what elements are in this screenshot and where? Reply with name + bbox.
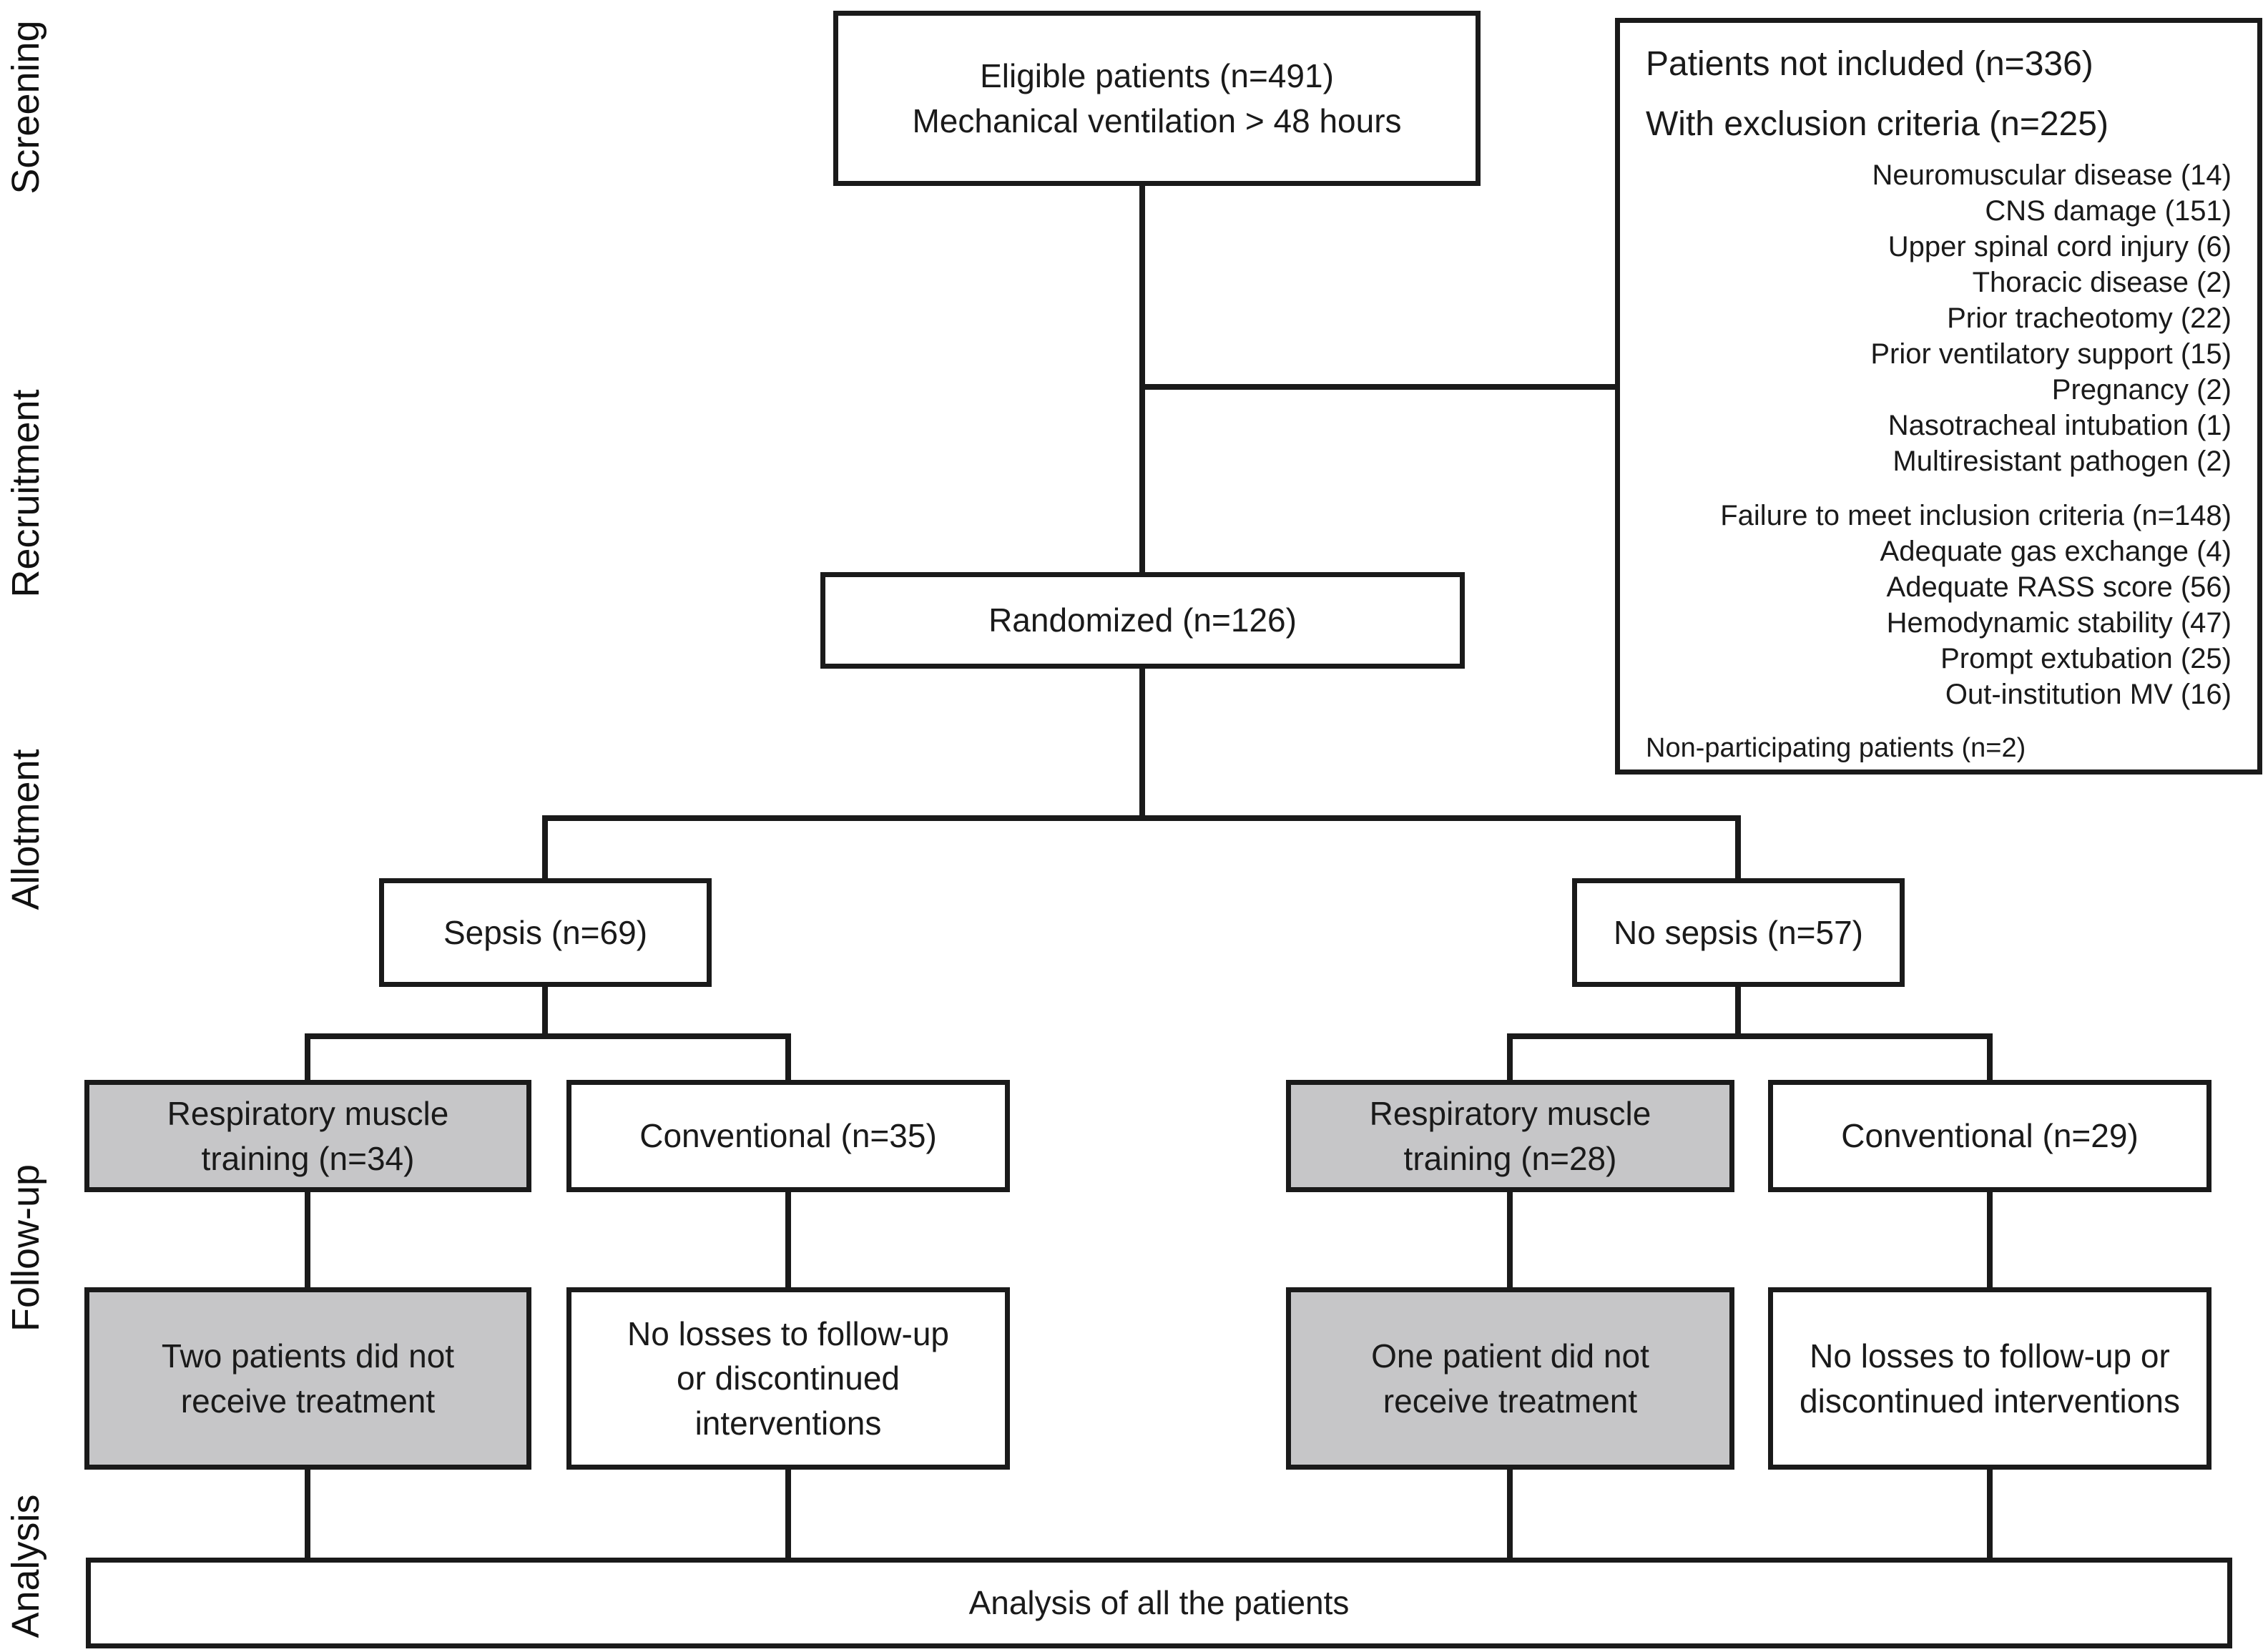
connector-arm1-followup [305,1192,310,1287]
connector-to-conventional-no-sepsis [1987,1033,1993,1080]
connector-sepsis-split [542,987,548,1036]
followup-conventional-no-sepsis-label: No losses to follow-up or discontinued interventions [1800,1337,2180,1420]
connector-randomized-split [1139,669,1145,815]
connector-arm2-followup [785,1192,791,1287]
inclusion-failure-item: Out-institution MV (16) [1945,679,2232,710]
stage-label-analysis: Analysis [4,1494,47,1638]
not-included-title: Patients not included (n=336) [1646,45,2093,83]
connector-to-conventional-sepsis [785,1033,791,1080]
sepsis-label: Sepsis (n=69) [443,913,648,951]
connector-to-rmt-no-sepsis [1507,1033,1513,1080]
inclusion-failure-item: Adequate RASS score (56) [1886,571,2232,603]
randomized-box [820,572,1465,669]
connector-no-sepsis-bar [1507,1033,1993,1039]
followup-rmt-no-sepsis-label: One patient did not receive treatment [1371,1337,1649,1420]
exclusion-criteria-title: With exclusion criteria (n=225) [1646,105,2109,143]
exclusion-criteria-list [1646,157,2232,712]
rmt-sepsis-box [84,1080,531,1192]
stage-label-follow-up: Follow-up [4,1164,47,1332]
connector-no-sepsis-split [1735,987,1741,1036]
connector-followup3-analysis [1507,1470,1513,1558]
connector-arm3-followup [1507,1192,1513,1287]
stage-label-allotment: Allotment [4,749,47,910]
followup-rmt-sepsis-label: Two patients did not receive treatment [161,1337,455,1420]
eligible-patients-box [833,11,1481,186]
conventional-sepsis-box [566,1080,1010,1192]
rmt-no-sepsis-label: Respiratory muscle training (n=28) [1369,1095,1651,1177]
followup-rmt-no-sepsis-box [1286,1287,1734,1470]
connector-followup4-analysis [1987,1470,1993,1558]
connector-eligible-randomized [1139,186,1145,572]
followup-conventional-sepsis-box [566,1287,1010,1470]
exclusion-item: Pregnancy (2) [2051,374,2232,405]
connector-arm4-followup [1987,1192,1993,1287]
exclusion-item: Neuromuscular disease (14) [1872,159,2232,191]
exclusion-item: Prior tracheotomy (22) [1947,303,2232,334]
followup-rmt-sepsis-box [84,1287,531,1470]
connector-allotment-bar [542,815,1741,821]
not-included-box [1615,18,2262,775]
exclusion-item: Upper spinal cord injury (6) [1887,231,2232,262]
no-sepsis-label: No sepsis (n=57) [1614,913,1863,951]
followup-conventional-no-sepsis-box [1768,1287,2211,1470]
rmt-sepsis-label: Respiratory muscle training (n=34) [167,1095,449,1177]
no-sepsis-box [1572,878,1905,987]
analysis-box [86,1558,2232,1648]
inclusion-failure-item: Adequate gas exchange (4) [1880,536,2232,567]
connector-to-no-sepsis [1735,815,1741,878]
exclusion-item: Prior ventilatory support (15) [1870,338,2232,370]
conventional-no-sepsis-label: Conventional (n=29) [1841,1117,2139,1155]
sepsis-box [379,878,712,987]
inclusion-failure-item: Prompt extubation (25) [1940,643,2232,674]
rmt-no-sepsis-box [1286,1080,1734,1192]
followup-conventional-sepsis-label: No losses to follow-up or discontinued interventions [627,1315,949,1442]
eligible-patients-line1: Eligible patients (n=491) [980,57,1334,95]
exclusion-item: Multiresistant pathogen (2) [1893,446,2232,477]
stage-label-recruitment: Recruitment [4,389,47,598]
stage-label-screening: Screening [4,20,47,195]
connector-followup1-analysis [305,1470,310,1558]
conventional-no-sepsis-box [1768,1080,2211,1192]
connector-branch-not-included [1139,384,1615,390]
non-participating-note: Non-participating patients (n=2) [1646,733,2026,763]
analysis-label: Analysis of all the patients [968,1584,1350,1622]
conventional-sepsis-label: Conventional (n=35) [639,1117,937,1155]
eligible-patients-line2: Mechanical ventilation > 48 hours [912,102,1402,139]
connector-to-rmt-sepsis [305,1033,310,1080]
exclusion-item: Thoracic disease (2) [1972,267,2232,298]
randomized-label: Randomized (n=126) [988,601,1297,639]
exclusion-item: CNS damage (151) [1985,195,2232,227]
exclusion-item: Nasotracheal intubation (1) [1887,410,2232,441]
connector-sepsis-bar [305,1033,791,1039]
connector-followup2-analysis [785,1470,791,1558]
connector-to-sepsis [542,815,548,878]
inclusion-failure-item: Hemodynamic stability (47) [1886,607,2232,639]
inclusion-failure-title: Failure to meet inclusion criteria (n=148) [1720,500,2232,531]
